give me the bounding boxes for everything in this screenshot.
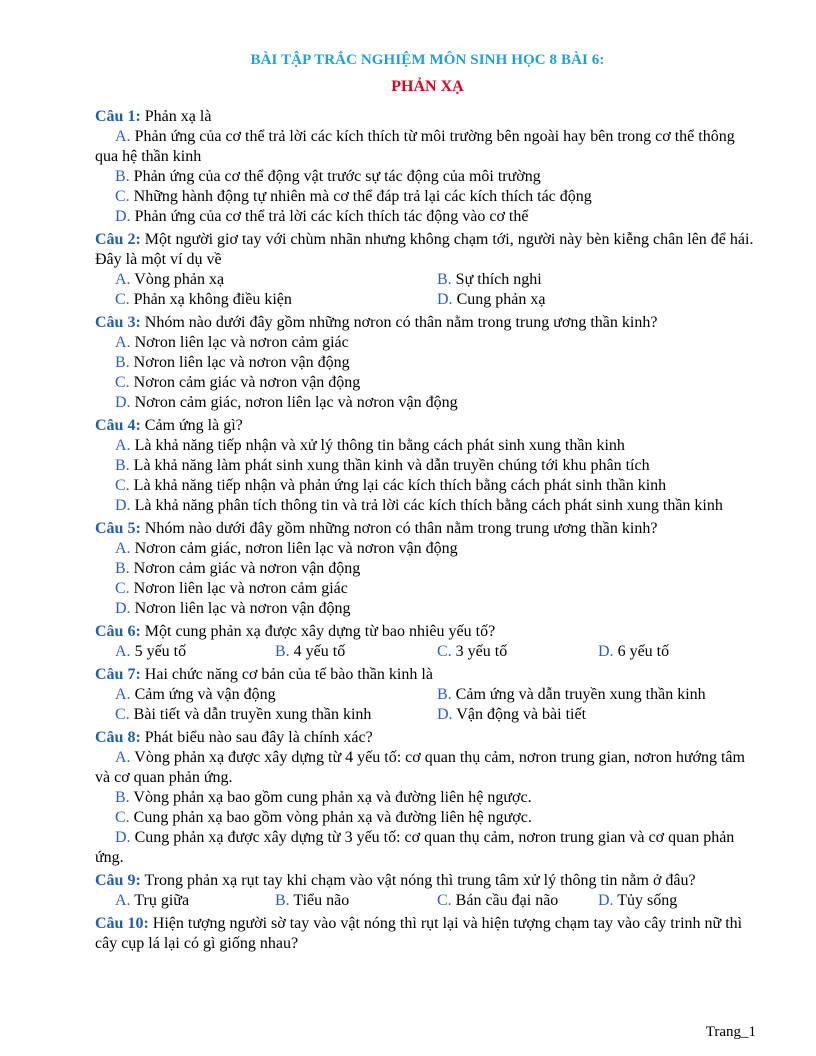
question-stem [95, 871, 760, 891]
option-row [95, 685, 760, 705]
question-stem [95, 665, 760, 685]
option-text: Tiểu não [293, 892, 350, 909]
page-number: Trang_1 [705, 1024, 756, 1040]
question-number: Câu 3: [95, 314, 141, 331]
question-4 [95, 416, 760, 516]
option-text: Tủy sống [617, 892, 678, 909]
option-letter: D. [115, 497, 131, 514]
option-d [437, 705, 586, 725]
option-b [437, 685, 706, 705]
option-c [95, 808, 760, 828]
question-number: Câu 6: [95, 623, 141, 640]
option-a [115, 891, 275, 911]
option-letter: A. [115, 128, 131, 145]
question-number: Câu 7: [95, 666, 141, 683]
option-text: Cung phản xạ được xây dựng từ 3 yếu tố: cơ quan thụ cảm, nơron trung gian và cơ quan phản ứng. [95, 829, 735, 866]
option-d [95, 496, 760, 516]
option-letter: B. [115, 354, 130, 371]
option-row [95, 891, 760, 911]
question-8 [95, 728, 760, 868]
option-text: Những hành động tự nhiên mà cơ thể đáp trả lại các kích thích tác động [133, 188, 592, 205]
question-text: Phát biểu nào sau đây là chính xác? [144, 729, 373, 746]
option-letter: D. [437, 291, 453, 308]
option-letter: A. [115, 643, 131, 660]
question-text: Hiện tượng người sờ tay vào vật nóng thì rụt lại và hiện tượng chạm tay vào cây trinh nữ thì cây cụp lá lại có gì giống nhau? [95, 915, 743, 952]
option-d [95, 828, 760, 868]
option-text: Là khả năng tiếp nhận và xử lý thông tin bằng cách phát sinh xung thần kinh [134, 437, 625, 454]
option-a [115, 685, 437, 705]
option-letter: A. [115, 540, 131, 557]
question-text: Trong phản xạ rụt tay khi chạm vào vật nóng thì trung tâm xử lý thông tin nằm ở đâu? [144, 872, 696, 889]
option-text: 6 yếu tố [617, 643, 670, 660]
option-letter: D. [598, 643, 614, 660]
question-number: Câu 10: [95, 915, 149, 932]
question-number: Câu 8: [95, 729, 141, 746]
question-stem [95, 622, 760, 642]
option-letter: D. [115, 394, 131, 411]
question-3 [95, 313, 760, 413]
option-b [95, 788, 760, 808]
option-d [598, 642, 669, 662]
option-letter: C. [115, 809, 130, 826]
option-letter: B. [115, 789, 130, 806]
question-text: Nhóm nào dưới đây gồm những nơron có thân nằm trong trung ương thần kinh? [144, 520, 658, 537]
option-a [95, 333, 760, 353]
option-a [95, 748, 760, 788]
option-c [95, 187, 760, 207]
option-text: 4 yếu tố [293, 643, 346, 660]
question-number: Câu 2: [95, 231, 141, 248]
question-1 [95, 107, 760, 227]
option-d [437, 290, 545, 310]
option-letter: B. [275, 892, 290, 909]
question-5 [95, 519, 760, 619]
option-letter: D. [598, 892, 614, 909]
option-text: Nơron cảm giác, nơron liên lạc và nơron vận động [134, 540, 458, 557]
option-c [95, 373, 760, 393]
option-d [95, 393, 760, 413]
option-c [95, 579, 760, 599]
option-text: Cung phản xạ [456, 291, 546, 308]
option-a [95, 127, 760, 167]
option-letter: A. [115, 437, 131, 454]
option-letter: D. [115, 600, 131, 617]
question-stem [95, 728, 760, 748]
option-text: Nơron liên lạc và nơron vận động [134, 600, 351, 617]
option-text: Là khả năng phân tích thông tin và trả lời các kích thích bằng cách phát sinh xung thần kinh [134, 497, 723, 514]
option-d [95, 207, 760, 227]
option-a [115, 270, 437, 290]
option-letter: C. [115, 477, 130, 494]
option-text: Nơron cảm giác, nơron liên lạc và nơron vận động [134, 394, 458, 411]
question-number: Câu 1: [95, 108, 141, 125]
option-text: Là khả năng làm phát sinh xung thần kinh và dẫn truyền chúng tới khu phân tích [133, 457, 650, 474]
option-b [275, 891, 437, 911]
option-text: Vận động và bài tiết [456, 706, 587, 723]
option-text: Sự thích nghi [455, 271, 542, 288]
option-text: Nơron liên lạc và nơron cảm giác [133, 580, 348, 597]
option-letter: C. [115, 374, 130, 391]
option-text: Trụ giữa [134, 892, 190, 909]
option-letter: A. [115, 334, 131, 351]
option-letter: A. [115, 686, 131, 703]
option-b [95, 167, 760, 187]
option-text: 5 yếu tố [134, 643, 187, 660]
option-letter: C. [437, 892, 452, 909]
question-6 [95, 622, 760, 662]
question-text: Phản xạ là [144, 108, 212, 125]
option-text: Phản ứng của cơ thể trả lời các kích thích tác động vào cơ thể [134, 208, 529, 225]
option-letter: C. [115, 580, 130, 597]
option-row [95, 705, 760, 725]
question-number: Câu 5: [95, 520, 141, 537]
option-letter: C. [115, 706, 130, 723]
question-stem [95, 313, 760, 333]
option-letter: B. [115, 457, 130, 474]
option-b [95, 353, 760, 373]
option-letter: A. [115, 271, 131, 288]
option-b [437, 270, 542, 290]
option-c [437, 891, 598, 911]
option-letter: D. [115, 208, 131, 225]
option-text: Nơron liên lạc và nơron cảm giác [134, 334, 349, 351]
option-text: Phản ứng của cơ thể động vật trước sự tác động của môi trường [133, 168, 541, 185]
page-subtitle: PHẢN XẠ [391, 78, 464, 95]
question-10 [95, 914, 760, 954]
option-letter: C. [115, 188, 130, 205]
page-title: BÀI TẬP TRẮC NGHIỆM MÔN SINH HỌC 8 BÀI 6: [250, 52, 605, 68]
option-text: Cung phản xạ bao gồm vòng phản xạ và đường liên hệ ngược. [133, 809, 532, 826]
option-letter: D. [437, 706, 453, 723]
option-text: Cảm ứng và dẫn truyền xung thần kinh [455, 686, 706, 703]
question-stem [95, 416, 760, 436]
option-letter: C. [115, 291, 130, 308]
question-number: Câu 9: [95, 872, 141, 889]
question-text: Cảm ứng là gì? [144, 417, 243, 434]
option-row [95, 270, 760, 290]
question-number: Câu 4: [95, 417, 141, 434]
question-stem [95, 519, 760, 539]
question-2 [95, 230, 760, 310]
option-b [95, 456, 760, 476]
question-text: Một cung phản xạ được xây dựng từ bao nhiêu yếu tố? [144, 623, 496, 640]
option-c [95, 476, 760, 496]
option-row [95, 642, 760, 662]
option-b [275, 642, 437, 662]
option-letter: A. [115, 892, 131, 909]
option-d [95, 599, 760, 619]
option-b [95, 559, 760, 579]
question-9 [95, 871, 760, 911]
question-stem [95, 107, 760, 127]
option-text: Nơron cảm giác và nơron vận động [133, 560, 361, 577]
option-c [115, 290, 437, 310]
question-7 [95, 665, 760, 725]
option-d [598, 891, 677, 911]
document-page [95, 52, 760, 957]
question-stem [95, 914, 760, 954]
option-text: Bài tiết và dẫn truyền xung thần kinh [133, 706, 372, 723]
option-letter: B. [115, 168, 130, 185]
option-text: Bán cầu đại não [455, 892, 559, 909]
option-a [115, 642, 275, 662]
option-text: Phản xạ không điều kiện [133, 291, 292, 308]
option-text: 3 yếu tố [455, 643, 508, 660]
option-row [95, 290, 760, 310]
option-text: Nơron liên lạc và nơron vận động [133, 354, 350, 371]
option-letter: D. [115, 829, 131, 846]
question-text: Hai chức năng cơ bản của tế bào thần kinh là [144, 666, 433, 683]
option-c [115, 705, 437, 725]
question-text: Một người giơ tay với chùm nhãn nhưng không chạm tới, người này bèn kiễng chân lên để hái. Đây là một ví dụ về [95, 231, 754, 268]
option-letter: A. [115, 749, 131, 766]
option-letter: B. [437, 686, 452, 703]
question-stem [95, 230, 760, 270]
option-text: Vòng phản xạ bao gồm cung phản xạ và đường liên hệ ngược. [133, 789, 532, 806]
question-text: Nhóm nào dưới đây gồm những nơron có thân nằm trong trung ương thần kinh? [144, 314, 658, 331]
option-c [437, 642, 598, 662]
option-a [95, 539, 760, 559]
option-letter: B. [275, 643, 290, 660]
option-text: Phản ứng của cơ thể trả lời các kích thích từ môi trường bên ngoài hay bên trong cơ thể thông qua hệ thần kinh [95, 128, 735, 165]
option-text: Nơron cảm giác và nơron vận động [133, 374, 361, 391]
option-text: Cảm ứng và vận động [134, 686, 276, 703]
option-letter: B. [437, 271, 452, 288]
option-a [95, 436, 760, 456]
option-text: Vòng phản xạ được xây dựng từ 4 yếu tố: cơ quan thụ cảm, nơron trung gian, nơron hướng tâm và cơ quan phản ứng. [95, 749, 745, 786]
option-text: Vòng phản xạ [134, 271, 225, 288]
option-letter: B. [115, 560, 130, 577]
option-letter: C. [437, 643, 452, 660]
option-text: Là khả năng tiếp nhận và phản ứng lại các kích thích bằng cách phát sinh thần kinh [133, 477, 667, 494]
